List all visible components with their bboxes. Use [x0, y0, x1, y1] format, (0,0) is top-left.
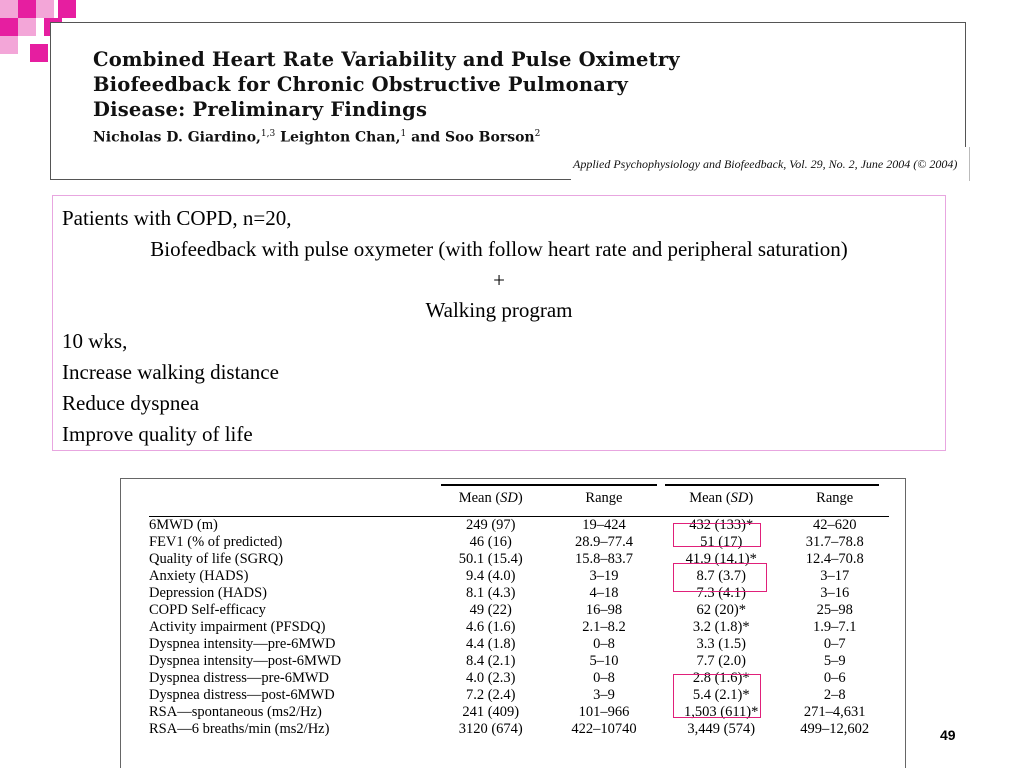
post-range-cell: 3–16 — [820, 585, 850, 601]
author-name: Leighton Chan, — [280, 129, 401, 146]
decor-square — [0, 36, 18, 54]
pre-range-cell: 5–10 — [589, 653, 619, 669]
measure-cell: Dyspnea distress—post-6MWD — [149, 687, 335, 703]
summary-line: Improve quality of life — [62, 421, 253, 446]
author-affiliation: 1,3 — [260, 129, 276, 139]
pre-mean-cell: 46 (16) — [469, 534, 512, 550]
table-header: Range — [816, 490, 854, 506]
journal-citation: Applied Psychophysiology and Biofeedback, Vol. 29, No. 2, June 2004 (© 2004) — [571, 147, 970, 181]
post-range-cell: 3–17 — [820, 568, 850, 584]
pre-range-cell: 28.9–77.4 — [574, 534, 633, 550]
post-mean-cell: 2.8 (1.6)* — [692, 670, 750, 686]
post-mean-cell: 5.4 (2.1)* — [692, 687, 750, 703]
measure-cell: COPD Self-efficacy — [149, 602, 266, 618]
study-summary — [52, 195, 946, 451]
decor-square — [58, 0, 76, 18]
decor-square — [36, 0, 54, 18]
pre-range-cell: 16–98 — [585, 602, 623, 618]
pre-range-cell: 15.8–83.7 — [574, 551, 633, 567]
author-affiliation: 1 — [400, 129, 407, 139]
measure-cell: Dyspnea intensity—post-6MWD — [149, 653, 342, 669]
pre-range-cell: 3–19 — [589, 568, 619, 584]
pre-mean-cell: 9.4 (4.0) — [465, 568, 516, 584]
table-row — [149, 517, 889, 534]
pre-mean-cell: 241 (409) — [462, 704, 520, 720]
post-mean-cell: 8.7 (3.7) — [696, 568, 746, 584]
summary-line: Biofeedback with pulse oxymeter (with follow heart rate and peripheral saturation) — [150, 236, 848, 261]
post-range-cell: 271–4,631 — [803, 704, 866, 720]
measure-cell: Quality of life (SGRQ) — [149, 551, 284, 567]
post-mean-cell: 7.7 (2.0) — [696, 653, 746, 669]
table-header: Range — [585, 490, 623, 506]
table-row — [149, 551, 889, 568]
measure-cell: FEV1 (% of predicted) — [149, 534, 283, 550]
pre-mean-cell: 4.4 (1.8) — [465, 636, 516, 652]
decor-square — [0, 0, 18, 18]
measure-cell: Anxiety (HADS) — [149, 568, 249, 584]
pre-mean-cell: 50.1 (15.4) — [458, 551, 523, 567]
paper-title: Combined Heart Rate Variability and Pulse Oximetry Biofeedback for Chronic Obstructive Pulmonary Disease: Preliminary Findings — [93, 48, 680, 121]
table-row — [149, 619, 889, 636]
post-mean-cell: 3.3 (1.5) — [696, 636, 746, 652]
pre-mean-cell: 249 (97) — [465, 517, 516, 533]
summary-line: Patients with COPD, n=20, — [62, 206, 292, 230]
table-header: Mean (SD) — [689, 490, 754, 506]
table-row — [149, 568, 889, 585]
author-name: and Soo Borson — [411, 129, 535, 146]
results-table-image — [120, 478, 906, 768]
pre-range-cell: 19–424 — [582, 517, 626, 533]
table-row — [149, 721, 889, 738]
measure-cell: Dyspnea distress—pre-6MWD — [149, 670, 330, 686]
post-range-cell: 2–8 — [823, 687, 846, 703]
post-range-cell: 25–98 — [816, 602, 853, 618]
pre-range-cell: 0–8 — [593, 670, 615, 686]
pre-mean-cell: 4.0 (2.3) — [465, 670, 516, 686]
highlight-box — [673, 523, 761, 547]
post-range-cell: 0–7 — [823, 636, 846, 652]
highlight-box — [673, 563, 767, 592]
pre-range-cell: 2.1–8.2 — [582, 619, 626, 635]
pre-range-cell: 0–8 — [593, 636, 615, 652]
summary-line: Increase walking distance — [62, 359, 279, 384]
post-mean-cell: 3,449 (574) — [687, 721, 756, 737]
pre-mean-cell: 49 (22) — [469, 602, 512, 618]
table-header — [149, 479, 436, 517]
author-name: Nicholas D. Giardino, — [93, 129, 261, 146]
decor-square — [0, 18, 18, 36]
pre-mean-cell: 7.2 (2.4) — [465, 687, 516, 703]
post-mean-cell: 3.2 (1.8)* — [692, 619, 750, 635]
pre-range-cell: 101–966 — [578, 704, 630, 720]
pre-mean-cell: 4.6 (1.6) — [465, 619, 516, 635]
table-row — [149, 687, 889, 704]
paper-header — [50, 22, 966, 180]
measure-cell: Activity impairment (PFSDQ) — [149, 619, 326, 635]
table-header: Mean (SD) — [458, 490, 523, 506]
table-row — [149, 704, 889, 721]
measure-cell: Dyspnea intensity—pre-6MWD — [149, 636, 336, 652]
summary-line: + — [493, 267, 505, 292]
post-range-cell: 0–6 — [823, 670, 846, 686]
post-mean-cell: 51 (17) — [700, 534, 743, 550]
pre-mean-cell: 3120 (674) — [458, 721, 523, 737]
post-range-cell: 5–9 — [823, 653, 846, 669]
paper-authors — [93, 129, 540, 146]
post-range-cell: 499–12,602 — [800, 721, 870, 737]
table-row — [149, 670, 889, 687]
table-header-row — [149, 479, 889, 517]
post-mean-cell: 1,503 (611)* — [684, 704, 759, 720]
measure-cell: Depression (HADS) — [149, 585, 267, 601]
decor-square — [18, 18, 36, 36]
measure-cell: RSA—6 breaths/min (ms2/Hz) — [149, 721, 330, 737]
summary-line: 10 wks, — [62, 329, 128, 354]
table-row — [149, 585, 889, 602]
post-range-cell: 31.7–78.8 — [805, 534, 864, 550]
table-row — [149, 636, 889, 653]
pre-range-cell: 3–9 — [593, 687, 615, 703]
table-row — [149, 602, 889, 619]
post-mean-cell: 41.9 (14.1)* — [685, 551, 757, 567]
author-affiliation: 2 — [534, 129, 541, 139]
table-row — [149, 534, 889, 551]
pre-range-cell: 422–10740 — [571, 721, 637, 737]
post-mean-cell: 62 (20)* — [696, 602, 746, 618]
post-mean-cell: 7.3 (4.1) — [696, 585, 746, 601]
decor-square — [30, 44, 48, 62]
pre-range-cell: 4–18 — [589, 585, 619, 601]
page-number: 49 — [940, 727, 956, 743]
summary-line: Walking program — [425, 298, 573, 323]
table-row — [149, 653, 889, 670]
pre-mean-cell: 8.4 (2.1) — [465, 653, 516, 669]
post-range-cell: 42–620 — [812, 517, 857, 533]
post-mean-cell: 432 (133)* — [689, 517, 754, 533]
results-table — [149, 479, 889, 738]
summary-line: Reduce dyspnea — [62, 390, 200, 415]
measure-cell: RSA—spontaneous (ms2/Hz) — [149, 704, 322, 720]
pre-mean-cell: 8.1 (4.3) — [465, 585, 516, 601]
measure-cell: 6MWD (m) — [149, 517, 218, 533]
post-range-cell: 12.4–70.8 — [805, 551, 864, 567]
highlight-box — [673, 674, 761, 718]
decor-square — [18, 0, 36, 18]
post-range-cell: 1.9–7.1 — [812, 619, 857, 635]
